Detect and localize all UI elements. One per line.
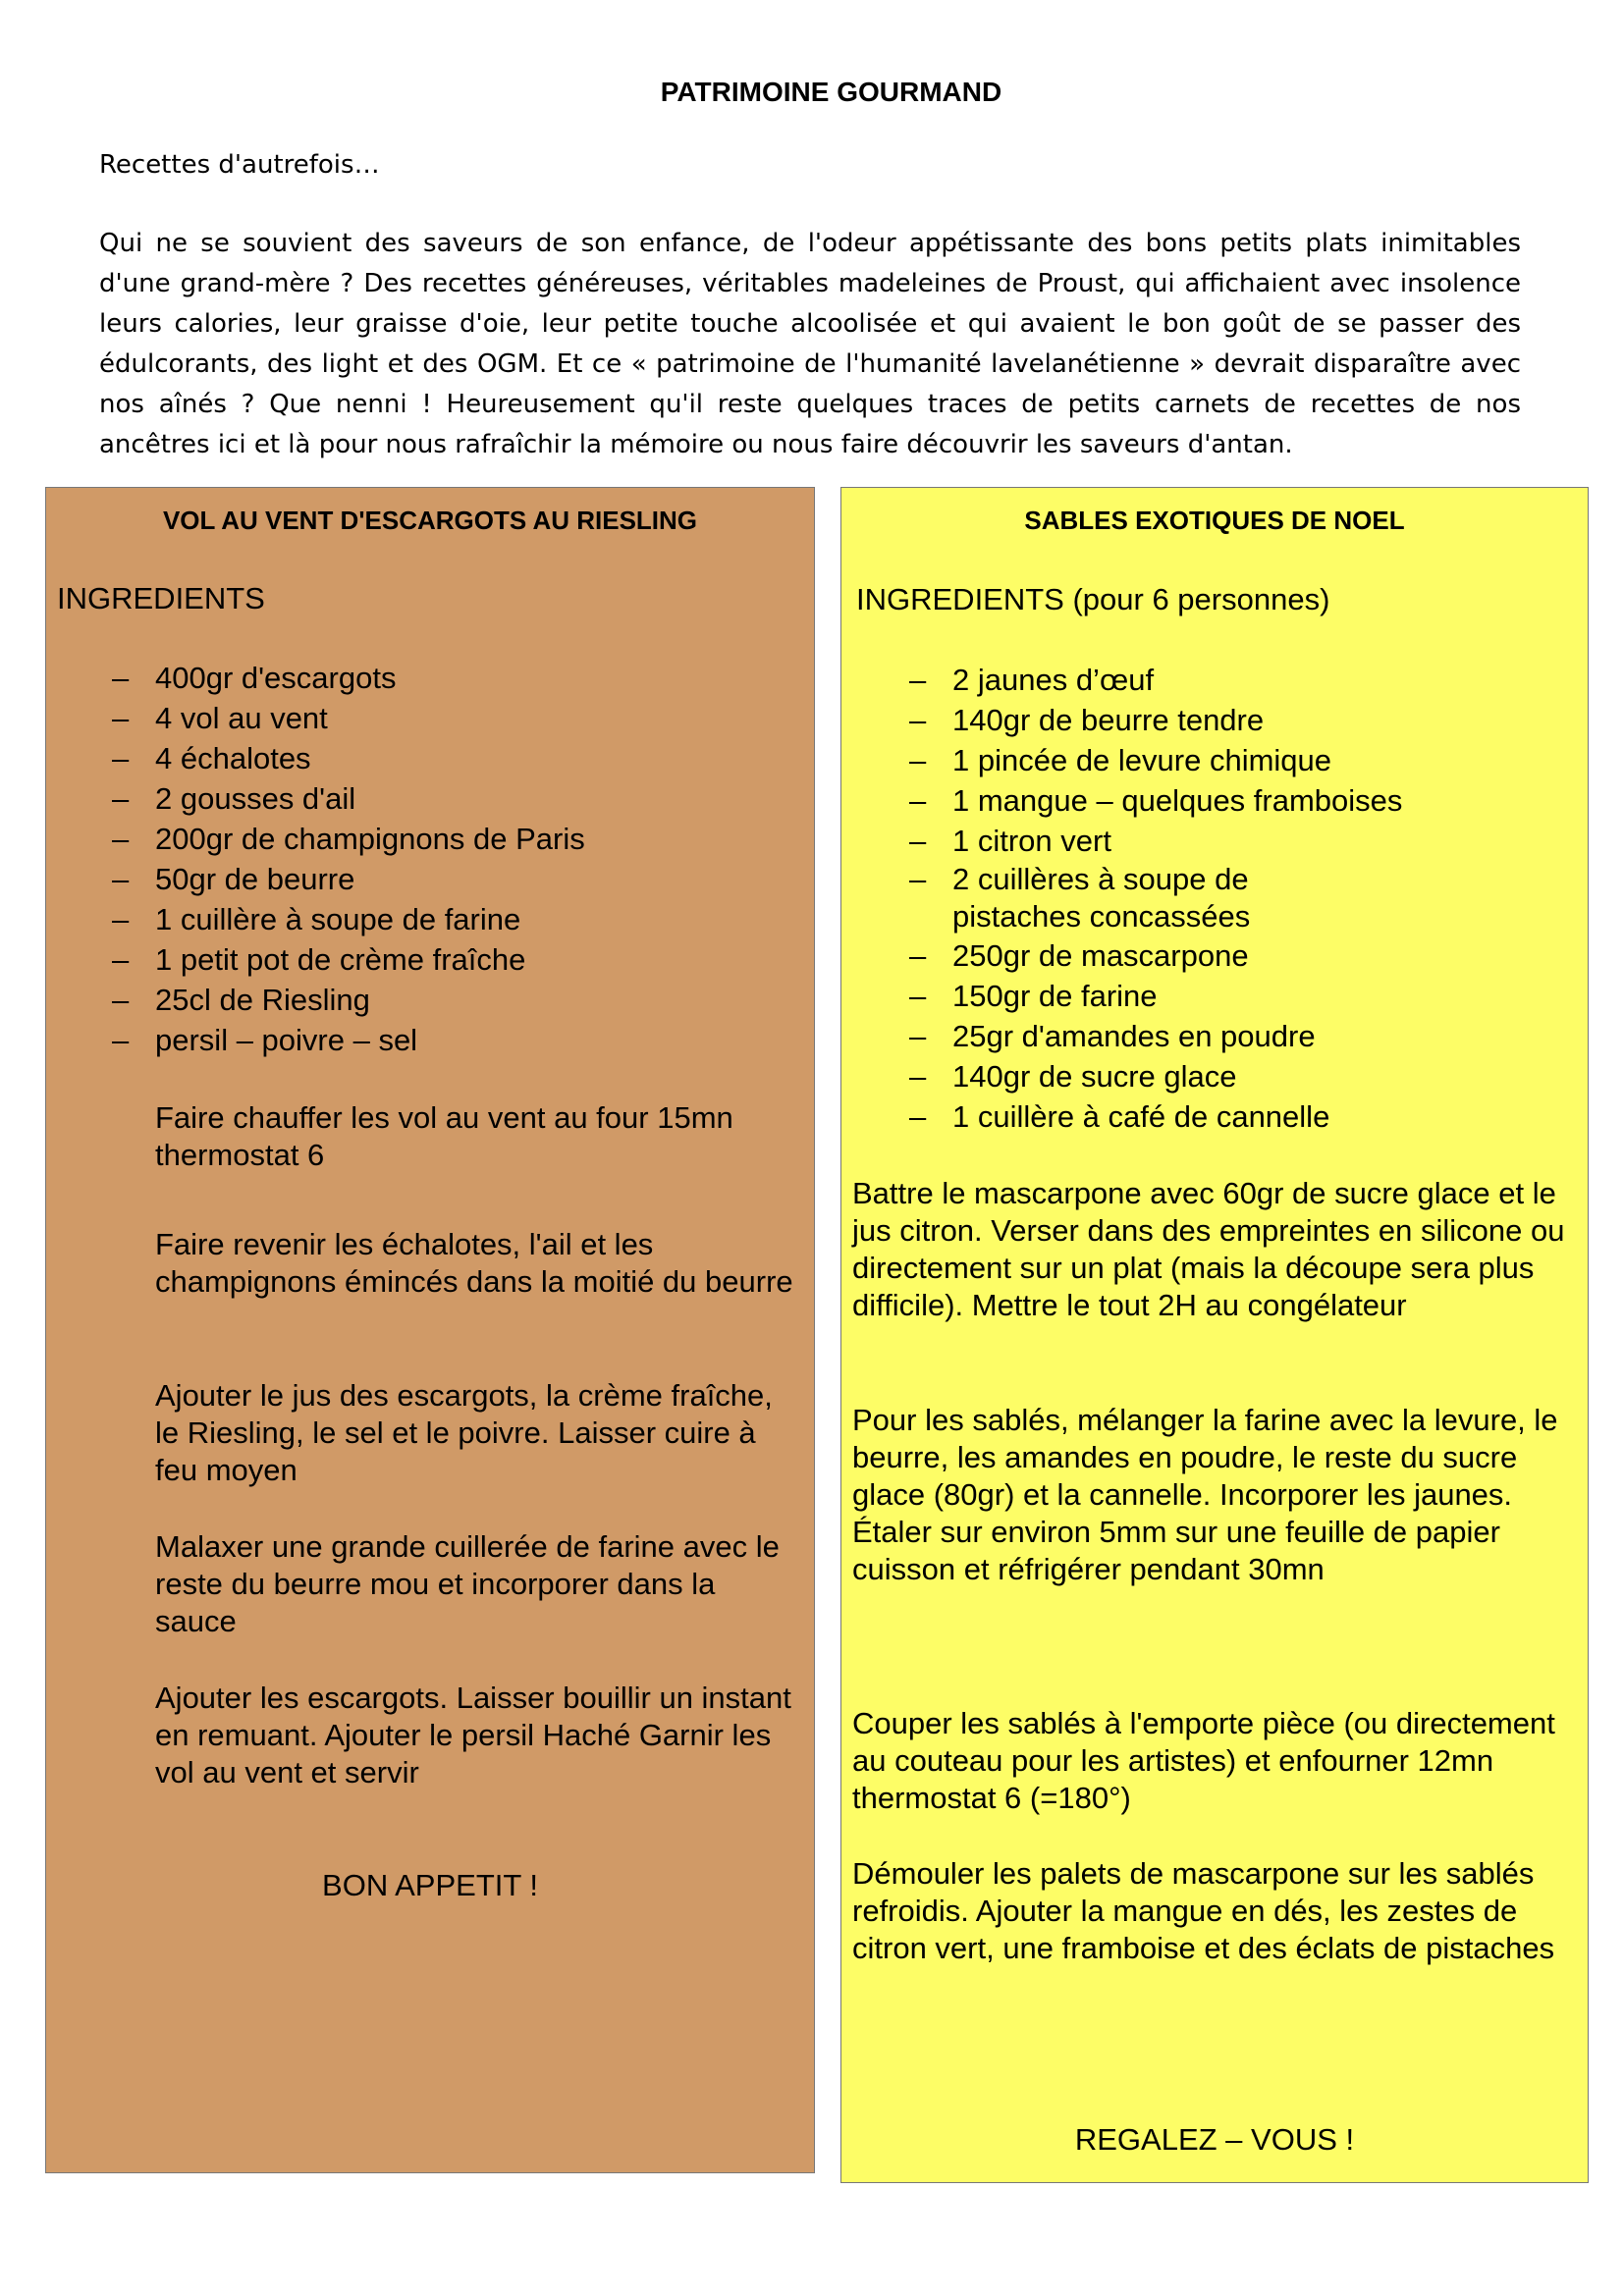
recipe-box-sables: [840, 487, 1589, 2183]
ingredient-item: – 400gr d'escargots: [112, 661, 397, 695]
recipe-step: Ajouter le jus des escargots, la crème fraîche, le Riesling, le sel et le poivre. Laisser cuire à feu moyen: [155, 1378, 773, 1487]
ingredient-item: – 2 jaunes d’œuf: [909, 663, 1155, 697]
ingredient-item: – 25cl de Riesling: [112, 983, 370, 1017]
ingredients-heading: INGREDIENTS (pour 6 personnes): [856, 582, 1330, 616]
ingredient-item: – 1 mangue – quelques framboises: [909, 783, 1403, 818]
ingredient-item: – 2 cuillères à soupe de pistaches concassées: [909, 862, 1251, 934]
ingredient-item: – 4 vol au vent: [112, 701, 328, 735]
ingredient-item: – 25gr d'amandes en poudre: [909, 1019, 1316, 1053]
ingredient-item: – 4 échalotes: [112, 741, 311, 775]
ingredient-item: – 140gr de sucre glace: [909, 1059, 1237, 1094]
page-subtitle: Recettes d'autrefois…: [99, 150, 380, 180]
recipe-step: Pour les sablés, mélanger la farine avec la levure, le beurre, les amandes en poudre, le reste du sucre glace (80gr) et la cannelle. Incorporer les jaunes. Étaler sur environ 5mm sur une feuille de papier cuisson et réfrigérer pendant 30mn: [852, 1403, 1558, 1586]
ingredients-heading: INGREDIENTS: [57, 581, 265, 615]
ingredient-item: – 50gr de beurre: [112, 862, 355, 896]
closing-text: REGALEZ – VOUS !: [1074, 2122, 1355, 2157]
recipe-step: Malaxer une grande cuillerée de farine avec le reste du beurre mou et incorporer dans la sauce: [155, 1529, 780, 1638]
page-title: PATRIMOINE GOURMAND: [660, 77, 1002, 107]
ingredient-item: – 1 petit pot de crème fraîche: [112, 942, 526, 977]
recipe-step: Ajouter les escargots. Laisser bouillir un instant en remuant. Ajouter le persil Haché Garnir les vol au vent et servir: [155, 1681, 791, 1789]
ingredients-list: [909, 660, 1561, 1137]
ingredient-item: – 1 cuillère à soupe de farine: [112, 902, 521, 936]
recipe-step: Démouler les palets de mascarpone sur les sablés refroidis. Ajouter la mangue en dés, les zestes de citron vert, une framboise et des éclats de pistaches: [852, 1856, 1555, 1965]
recipe-step: Battre le mascarpone avec 60gr de sucre glace et le jus citron. Verser dans des empreintes en silicone ou directement sur un plat (mais la découpe sera plus difficile). Mettre le tout 2H au congélateur: [852, 1176, 1565, 1322]
recipe-step: Couper les sablés à l'emporte pièce (ou directement au couteau pour les artistes) et enfourner 12mn thermostat 6 (=180°): [852, 1706, 1555, 1815]
ingredient-item: – 200gr de champignons de Paris: [112, 822, 585, 856]
recipe-title: VOL AU VENT D'ESCARGOTS AU RIESLING: [162, 506, 698, 535]
ingredient-item: – 150gr de farine: [909, 979, 1158, 1013]
ingredient-item: – 2 gousses d'ail: [112, 781, 356, 816]
intro-paragraph: Qui ne se souvient des saveurs de son enfance, de l'odeur appétissante des bons petits plats inimitables d'une grand-mère ? Des recettes généreuses, véritables madeleines de Proust, qui affichaient avec insolence leurs calories, leur graisse d'oie, leur petite touche alcoolisée et qui avaient le bon goût de se passer des édulcorants, des light et des OGM. Et ce « patrimoine de l'humanité lavelanétienne » devrait disparaître avec nos aînés ? Que nenni ! Heureusement qu'il reste quelques traces de petits carnets de recettes de nos ancêtres ici et là pour nous rafraîchir la mémoire ou nous faire découvrir les saveurs d'antan.: [99, 229, 1521, 459]
recipe-step: Faire chauffer les vol au vent au four 15mn thermostat 6: [155, 1100, 733, 1172]
ingredient-item: – 250gr de mascarpone: [909, 938, 1249, 973]
ingredient-item: – 1 cuillère à café de cannelle: [909, 1099, 1330, 1134]
ingredient-item: – persil – poivre – sel: [112, 1023, 418, 1057]
ingredient-item: – 140gr de beurre tendre: [909, 703, 1265, 737]
recipe-title: SABLES EXOTIQUES DE NOEL: [1024, 506, 1405, 535]
ingredient-item: – 1 pincée de levure chimique: [909, 743, 1332, 777]
recipe-box-vol-au-vent: [45, 487, 815, 2173]
ingredient-item: – 1 citron vert: [909, 824, 1111, 858]
closing-text: BON APPETIT !: [322, 1868, 538, 1902]
recipe-step: Faire revenir les échalotes, l'ail et les champignons émincés dans la moitié du beurre: [155, 1227, 793, 1299]
ingredients-list: [112, 658, 803, 1060]
